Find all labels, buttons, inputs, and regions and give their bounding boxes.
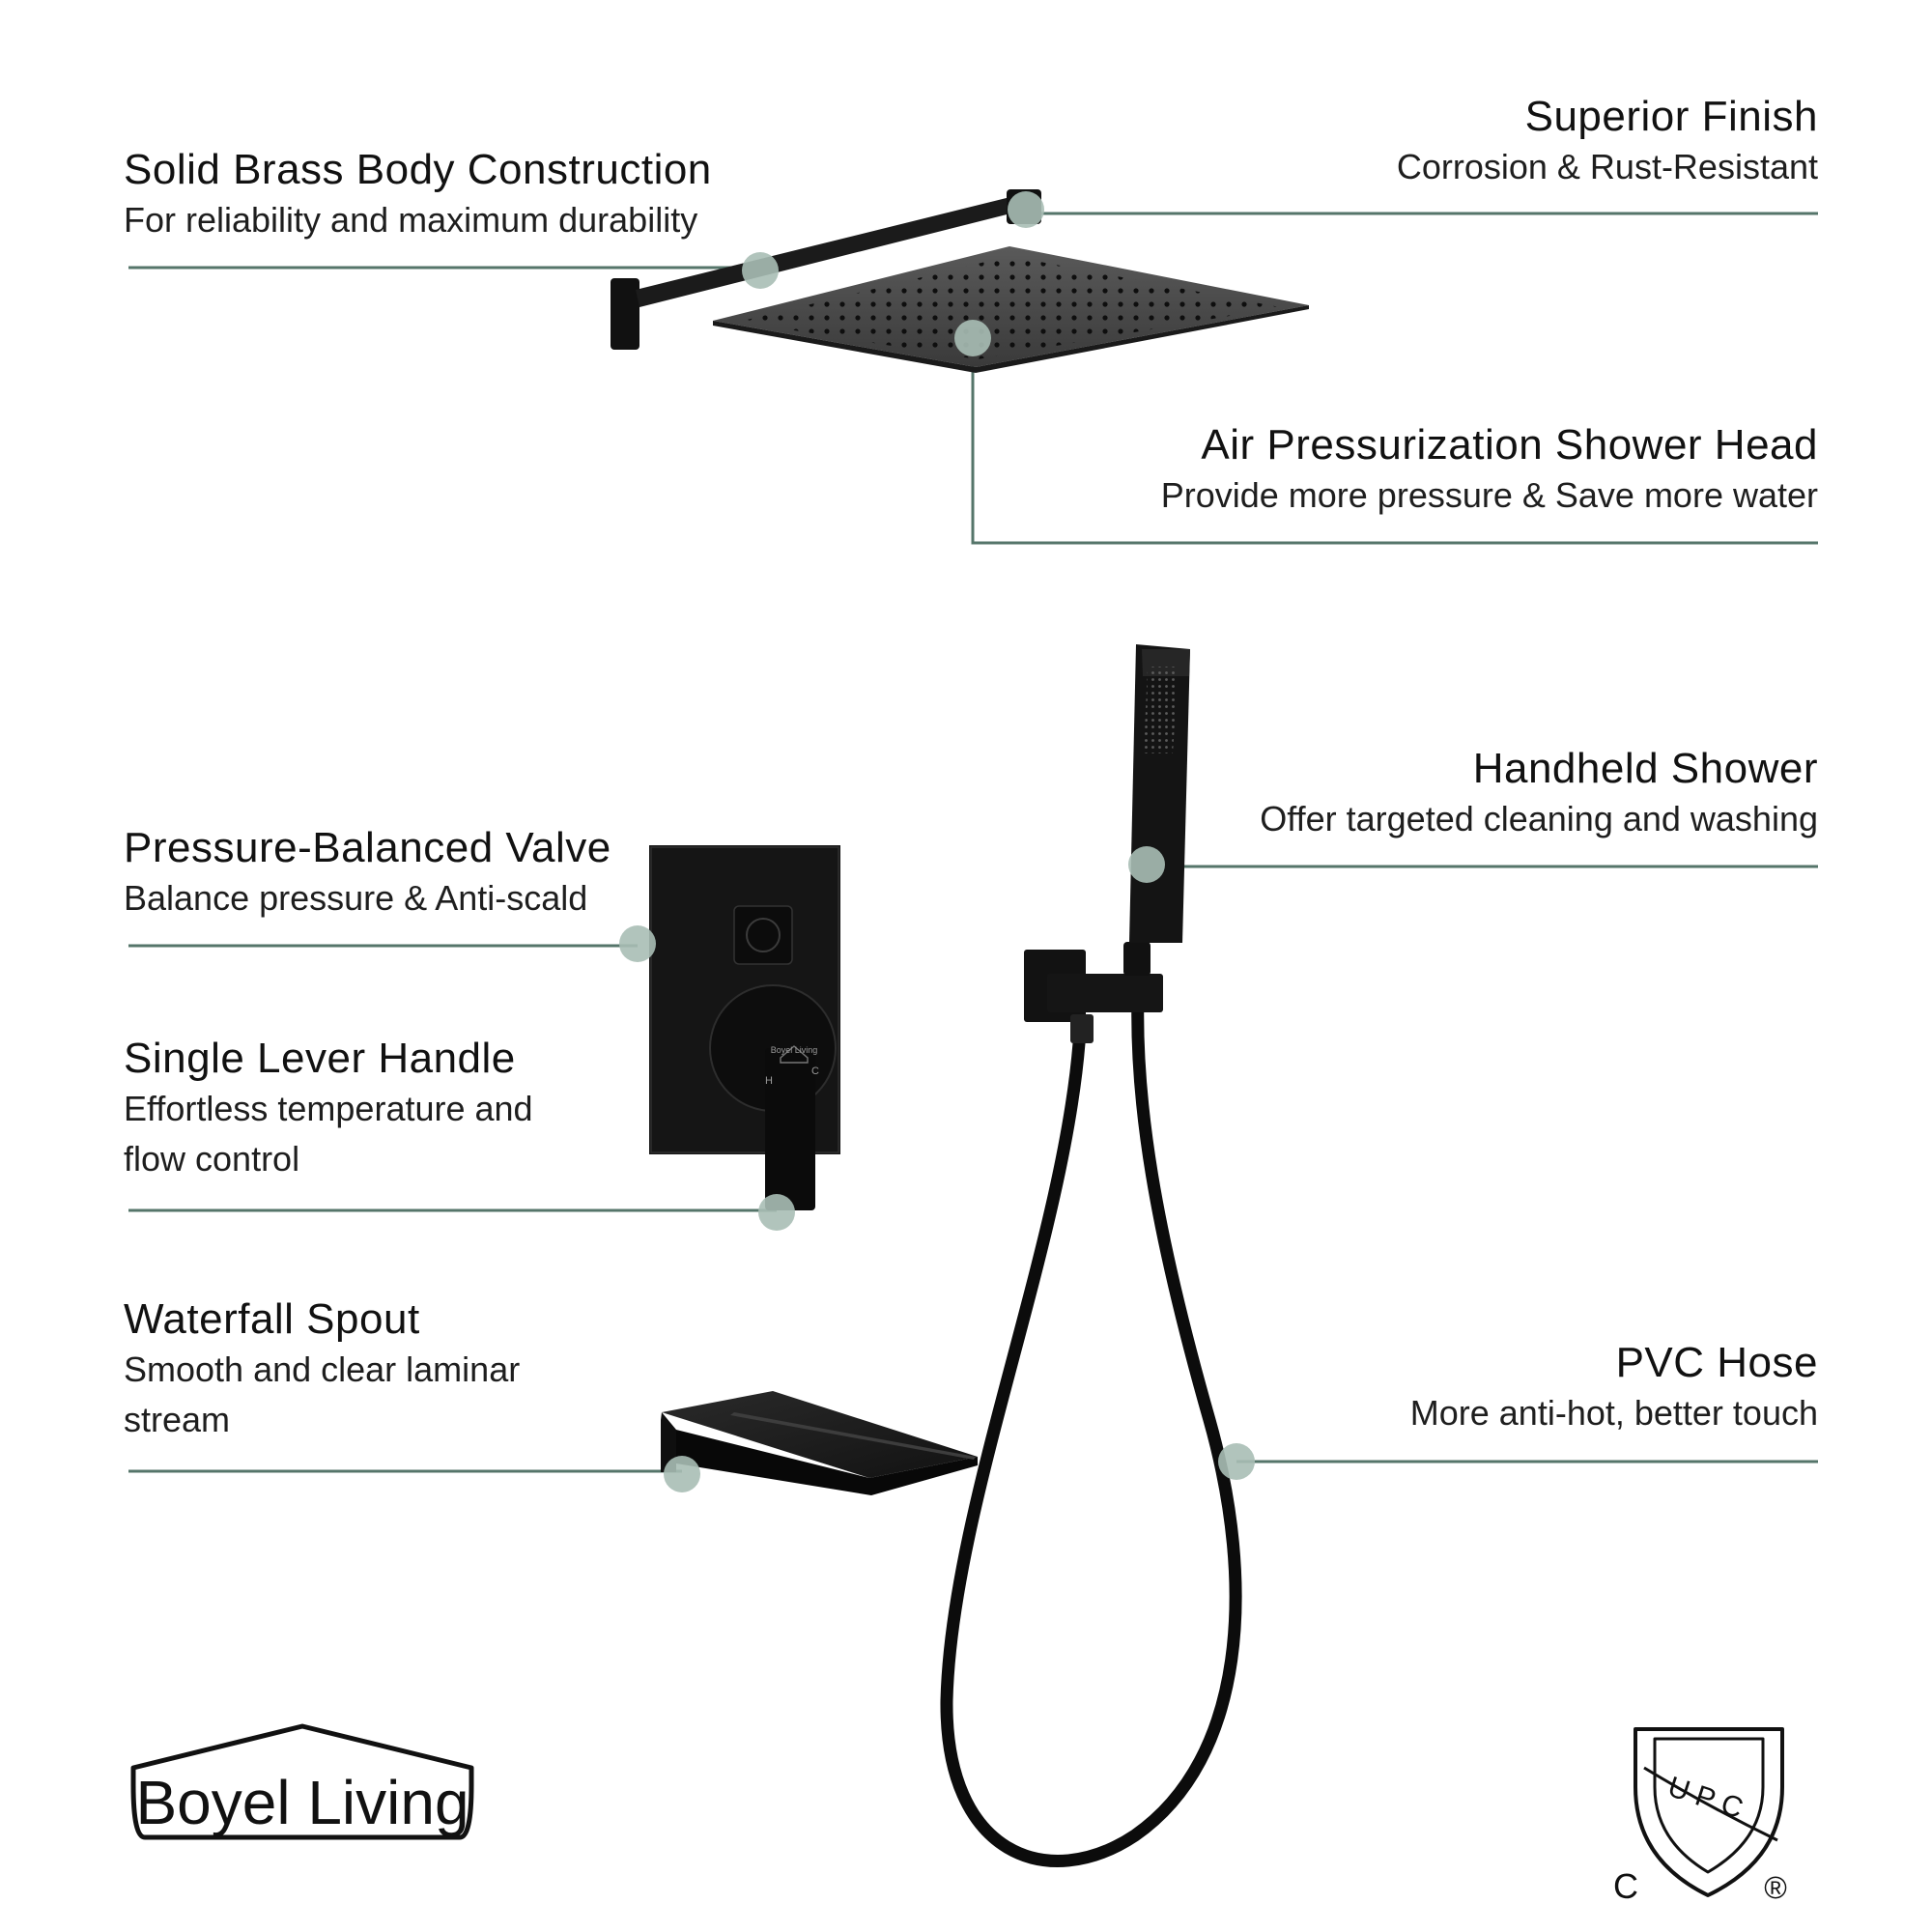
dot-air-pressurization [954,320,991,356]
feature-superior-finish [1236,92,1818,192]
feature-pressure-valve [124,823,665,923]
feature-solid-brass [124,145,781,245]
lever-handle [765,1048,815,1210]
dot-solid-brass [742,252,779,289]
feature-waterfall-spout [124,1294,597,1445]
feature-desc: Corrosion & Rust-Resistant [1396,147,1818,186]
dot-pressure-valve [619,925,656,962]
feature-desc: More anti-hot, better touch [1409,1393,1818,1433]
feature-title: Superior Finish [1524,93,1818,140]
valve-trim [649,845,840,1210]
feature-single-lever [124,1034,597,1184]
wall-flange [611,278,639,350]
dot-single-lever [758,1194,795,1231]
feature-desc: Balance pressure & Anti-scald [124,878,588,918]
feature-title: PVC Hose [1615,1339,1818,1386]
feature-pvc-hose [1256,1338,1818,1438]
logo-text: Boyel Living [135,1768,469,1837]
feature-title: Air Pressurization Shower Head [1201,421,1818,469]
diverter-knob [734,906,792,964]
feature-title: Solid Brass Body Construction [124,146,712,193]
feature-desc: Offer targeted cleaning and washing [1260,799,1818,838]
feature-title: Pressure-Balanced Valve [124,824,611,871]
feature-air-pressurization [1045,420,1818,521]
feature-desc: For reliability and maximum durability [124,200,698,240]
feature-desc: Effortless temperature and flow control [124,1089,533,1179]
upc-text: UPC [1663,1771,1754,1828]
feature-desc: Smooth and clear laminar stream [124,1350,521,1439]
feature-desc: Provide more pressure & Save more water [1160,475,1818,515]
dot-pvc-hose [1218,1443,1255,1480]
feature-title: Single Lever Handle [124,1035,516,1082]
feature-title: Waterfall Spout [124,1295,420,1343]
dot-handheld [1128,846,1165,883]
shower-hose [947,995,1236,1861]
dot-waterfall-spout [664,1456,700,1492]
dot-superior-finish [1008,191,1044,228]
feature-handheld [1159,744,1818,844]
registered-mark: ® [1764,1870,1787,1905]
feature-title: Handheld Shower [1472,745,1818,792]
tub-spout [661,1391,978,1495]
c-mark-text: C [1613,1866,1638,1906]
handle-brand-text: Boyel Living [770,1045,818,1055]
cold-label: C [811,1065,819,1077]
hot-label: H [765,1075,773,1087]
